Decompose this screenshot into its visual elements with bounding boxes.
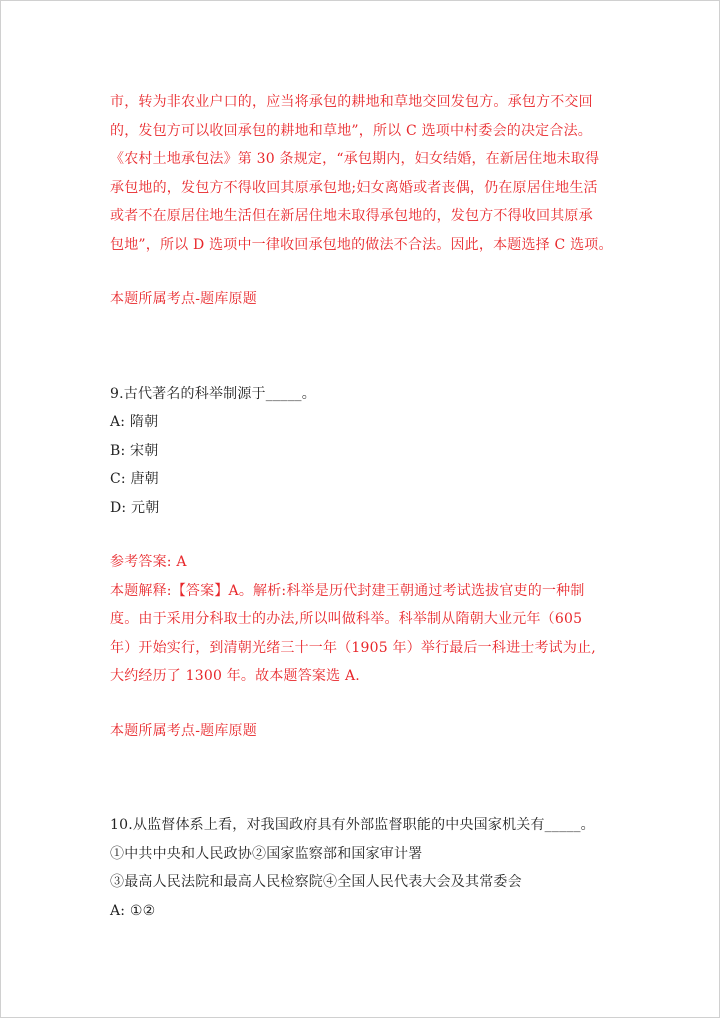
explanation-line: 度。由于采用分科取士的办法,所以叫做科举。科举制从隋朝大业元年（605 (110, 611, 583, 627)
reference-answer: 参考答案: A (110, 554, 187, 570)
option-d: D: 元朝 (110, 499, 160, 516)
question-item: ①中共中央和人民政协②国家监察部和国家审计署 (110, 845, 423, 862)
option-a: A: ①② (110, 902, 156, 919)
question-10 (110, 811, 610, 925)
explanation-line: 年）开始实行，到清朝光绪三十一年（1905 年）举行最后一科进士考试为止, (110, 639, 596, 656)
explanation-line: 或者不在原居住地生活但在新居住地未取得承包地的，发包方不得收回其原承 (110, 208, 593, 224)
explanation-line: 本题解释:【答案】A。解析:科举是历代封建王朝通过考试选拔官吏的一种制 (110, 582, 585, 599)
explanation-line: 市，转为非农业户口的，应当将承包的耕地和草地交回发包方。承包方不交回 (110, 94, 593, 110)
question-9 (110, 380, 610, 691)
source-note: 本题所属考点-题库原题 (110, 722, 257, 739)
explanation-line: 承包地的，发包方不得收回其原承包地;妇女离婚或者丧偶，仍在原居住地生活 (110, 179, 598, 196)
explanation-line: 的，发包方可以收回承包的耕地和草地”，所以 C 选项中村委会的决定合法。 (110, 122, 592, 139)
source-note: 本题所属考点-题库原题 (110, 291, 257, 307)
question-stem: 10.从监督体系上看，对我国政府具有外部监督职能的中央国家机关有_____。 (110, 817, 595, 833)
explanation-continued (110, 88, 613, 259)
explanation-line: 包地”，所以 D 选项中一律收回承包地的做法不合法。因此，本题选择 C 选项。 (110, 236, 613, 253)
explanation-line: 《农村土地承包法》第 30 条规定，“承包期内，妇女结婚，在新居住地未取得 (110, 151, 600, 167)
explanation-line: 大约经历了 1300 年。故本题答案选 A. (110, 668, 360, 684)
question-stem: 9.古代著名的科举制源于_____。 (110, 385, 316, 402)
question-item: ③最高人民法院和最高人民检察院④全国人民代表大会及其常委会 (110, 874, 522, 890)
document-content (110, 88, 613, 925)
option-b: B: 宋朝 (110, 442, 159, 459)
option-c: C: 唐朝 (110, 471, 159, 487)
option-a: A: 隋朝 (110, 414, 159, 430)
